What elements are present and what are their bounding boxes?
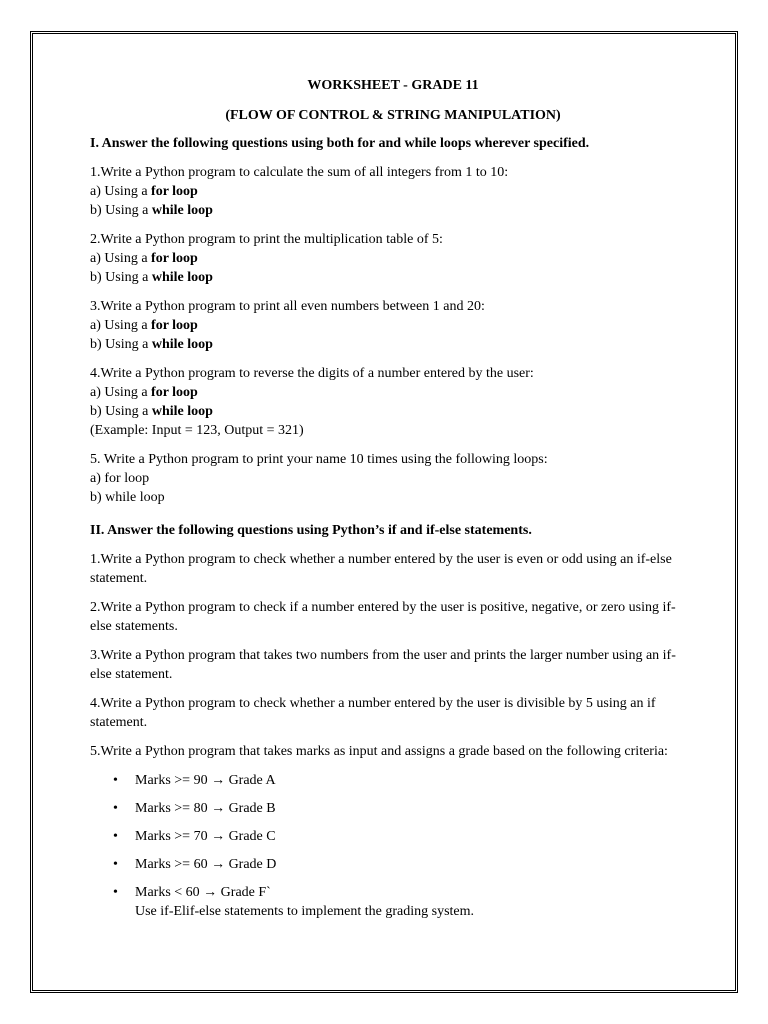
section-1-question-5 [90,450,690,507]
option-a-prefix: a) Using a [90,318,152,333]
option-a [90,316,690,335]
grading-instruction: Use if-Elif-else statements to implement the grading system. [135,904,475,919]
list-item [113,855,690,874]
section-2-heading: II. Answer the following questions using Python’s if and if-else statements. [90,523,532,538]
option-b-prefix: b) Using a [90,337,152,352]
option-b-loop: while loop [151,270,213,285]
bullet-icon: • [113,885,118,900]
worksheet-subtitle: (FLOW OF CONTROL & STRING MANIPULATION) [225,108,561,123]
section-2-question-3: 3.Write a Python program that takes two numbers from the user and prints the larger number using an if-else statement. [90,648,676,682]
option-a-loop: for loop [151,318,198,333]
option-a [90,383,690,402]
question-example: (Example: Input = 123, Output = 321) [90,423,304,438]
question-text: 3.Write a Python program to print all even numbers between 1 and 20: [90,299,485,314]
option-b [90,402,690,421]
worksheet-title: WORKSHEET - GRADE 11 [307,78,479,93]
section-1-question-2 [90,230,690,287]
list-item [113,883,690,921]
section-1-question-1 [90,163,690,220]
bullet-icon: • [113,857,118,872]
section-1-question-4 [90,364,690,440]
section-1-question-3 [90,297,690,354]
option-a-prefix: a) Using a [90,184,152,199]
option-b-loop: while loop [151,203,213,218]
option-b-loop: while loop [151,337,213,352]
question-text: 5. Write a Python program to print your name 10 times using the following loops: [90,452,548,467]
bullet-icon: • [113,829,118,844]
section-2-question-5: 5.Write a Python program that takes marks as input and assigns a grade based on the following criteria: [90,744,668,759]
question-text: 2.Write a Python program to print the multiplication table of 5: [90,232,443,247]
criteria-text: Marks >= 70 → Grade C [135,829,276,844]
section-2-question-1: 1.Write a Python program to check whether a number entered by the user is even or odd using an if-else statement. [90,552,672,586]
question-text: 1.Write a Python program to calculate the sum of all integers from 1 to 10: [90,165,509,180]
option-a: a) for loop [90,471,150,486]
option-b [90,201,690,220]
option-b-prefix: b) Using a [90,203,152,218]
option-a-loop: for loop [151,251,198,266]
option-b [90,268,690,287]
option-b-prefix: b) Using a [90,404,152,419]
option-a [90,249,690,268]
option-b-prefix: b) Using a [90,270,152,285]
criteria-text: Marks >= 80 → Grade B [135,801,276,816]
grade-criteria-list [90,771,690,921]
option-a-loop: for loop [151,184,198,199]
bullet-icon: • [113,801,118,816]
section-1-heading: I. Answer the following questions using both for and while loops wherever specified. [90,136,590,151]
list-item [113,771,690,790]
option-a [90,182,690,201]
option-a-loop: for loop [151,385,198,400]
option-a-prefix: a) Using a [90,385,152,400]
section-2-question-4: 4.Write a Python program to check whether a number entered by the user is divisible by 5 using an if statement. [90,696,656,730]
option-b: b) while loop [90,490,165,505]
bullet-icon: • [113,773,118,788]
criteria-text: Marks >= 90 → Grade A [135,773,276,788]
option-b [90,335,690,354]
section-2-question-2: 2.Write a Python program to check if a number entered by the user is positive, negative, or zero using if-else statements. [90,600,676,634]
list-item [113,799,690,818]
criteria-text: Marks >= 60 → Grade D [135,857,277,872]
option-b-loop: while loop [151,404,213,419]
criteria-text: Marks < 60 → Grade F` [135,885,271,900]
worksheet-content [90,76,690,930]
list-item [113,827,690,846]
option-a-prefix: a) Using a [90,251,152,266]
question-text: 4.Write a Python program to reverse the digits of a number entered by the user: [90,366,534,381]
